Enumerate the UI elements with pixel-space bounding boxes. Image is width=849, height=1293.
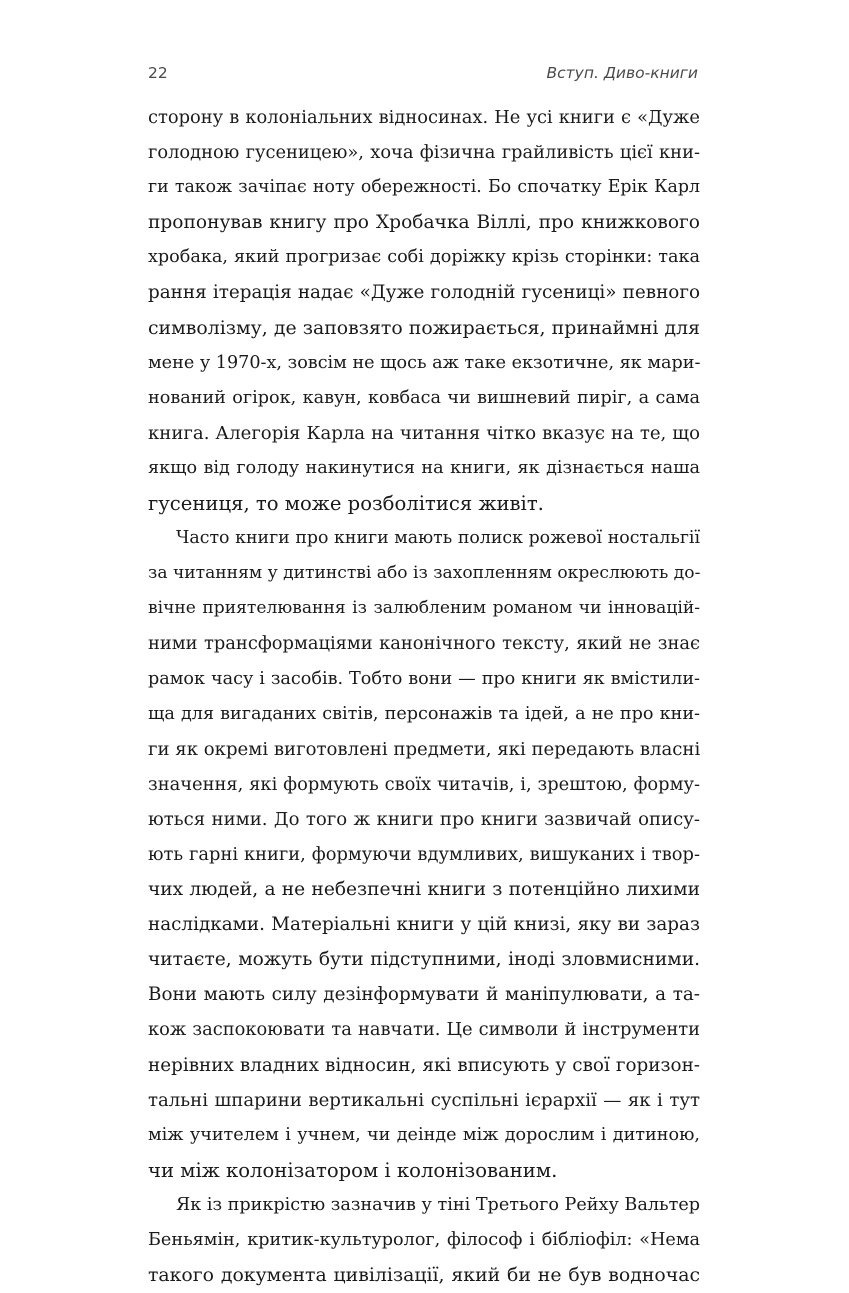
text-line: Вони мають силу дезінформувати й маніпулювати, а та- [148,984,700,1006]
text-line: кож заспокоювати та навчати. Це символи й інструменти [148,1019,700,1041]
text-line: голодною гусеницею», хоча фізична грайливість цієї кни- [148,142,700,164]
text-line: між учителем і учнем, чи деінде між дорослим і дитиною, [148,1124,700,1145]
text-line: значення, які формують своїх читачів, і, зрештою, форму- [148,773,700,795]
text-line: Як із прикрістю зазначив у тіні Третього Рейху Вальтер [176,1194,700,1215]
text-line: такого документа цивілізації, який би не був водночас [148,1265,700,1287]
text-line: ща для вигаданих світів, персонажів та ідей, а не про кни- [148,703,700,724]
text-line: мене у 1970-х, зовсім не щось аж таке екзотичне, як мари- [148,352,700,373]
text-line: читаєте, можуть бути підступними, іноді зловмисними. [148,949,700,971]
text-line: нерівних владних відносин, які вписують у свої горизон- [148,1054,700,1076]
text-line: чи між колонізатором і колонізованим. [148,1158,558,1182]
body-text [148,100,700,1293]
text-line: книга. Алегорія Карла на читання чітко вказує на те, що [148,422,700,444]
text-line: сторону в колоніальних відносинах. Не усі книги є «Дуже [148,107,700,128]
text-line: Беньямін, критик-культуролог, філософ і бібліофіл: «Нема [148,1230,700,1250]
running-header [148,64,698,88]
text-line: ються ними. До того ж книги про книги зазвичай опису- [148,808,700,830]
text-line: наслідками. Матеріальні книги у цій книзі, яку ви зараз [148,914,700,936]
text-line: тальні шпарини вертикальні суспільні ієрархії — як і тут [148,1089,700,1111]
text-line: вічне приятелювання із залюбленим романом чи інновацій- [148,598,700,619]
text-line: рання ітерація надає «Дуже голодній гусениці» певного [148,282,700,304]
text-line: рамок часу і засобів. Тобто вони — про книги як вмістили- [148,668,700,689]
text-line: ги як окремі виготовлені предмети, які передають власні [148,738,700,760]
text-line: Часто книги про книги мають полиск рожевої ностальгії [176,528,700,549]
text-line: символізму, де заповзято пожирається, принаймні для [148,317,700,339]
text-line: хробака, який прогризає собі доріжку крізь сторінки: така [148,247,700,268]
text-line: чих людей, а не небезпечні книги з потенційно лихими [148,879,700,901]
running-title: Вступ. Диво-книги [546,64,698,82]
text-line: за читанням у дитинстві або із захопленням окреслюють до- [148,563,700,584]
text-line: ють гарні книги, формуючи вдумливих, вишуканих і твор- [148,843,700,865]
text-line: гусениця, то може розболітися живіт. [148,492,544,516]
text-line: ними трансформаціями канонічного тексту, який не знає [148,633,700,655]
page-number: 22 [148,64,168,82]
text-line: пропонував книгу про Хробачка Віллі, про книжкового [148,212,700,234]
text-line: якщо від голоду накинутися на книги, як дізнається наша [148,457,700,478]
text-line: ги також зачіпає ноту обережності. Бо спочатку Ерік Карл [148,177,700,198]
text-line: нований огірок, кавун, ковбаса чи вишневий пиріг, а сама [148,387,700,408]
